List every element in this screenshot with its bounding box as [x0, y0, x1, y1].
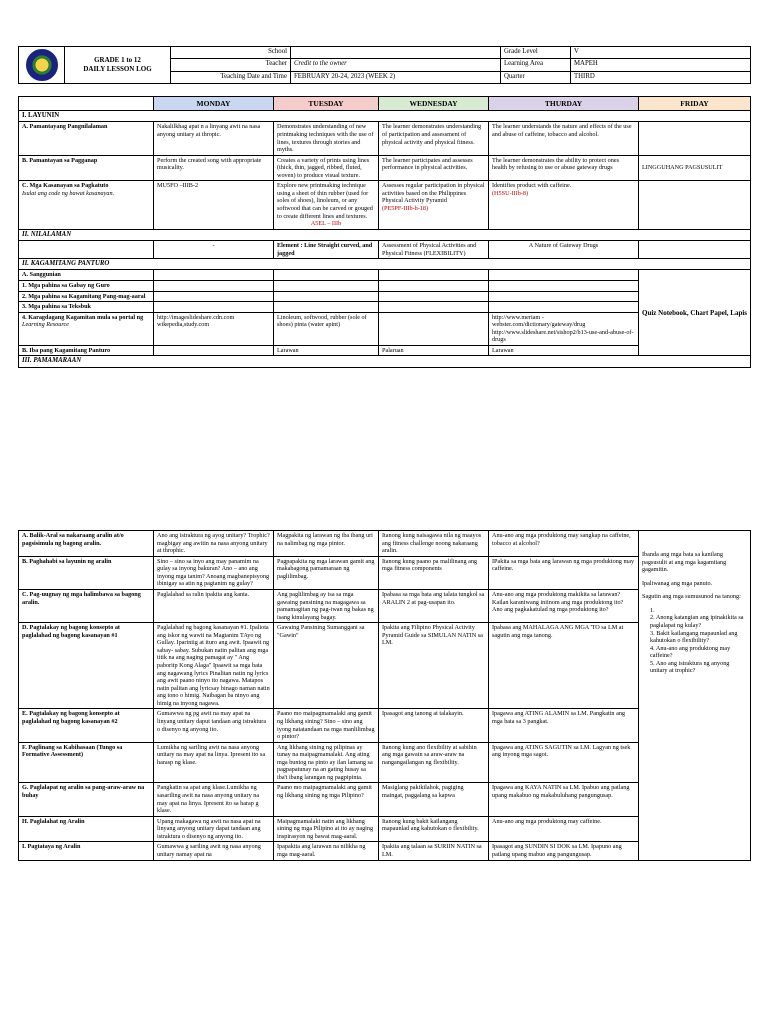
procedure-cell-thu: Ipagawa ang ATING ALAMIN sa LM. Pangkatin ang mga bata sa 3 pangkat. [489, 709, 639, 742]
title-line-2: DAILY LESSON LOG [83, 65, 152, 73]
procedure-cell-mon: Gumawwa g sariling awit ng nasa anyong unitary namay apat na [154, 842, 274, 860]
area-label: Learning Area [501, 59, 571, 71]
procedure-cell-wed: Itanong kung ano flexibility at sabihin ang mga gawain sa araw-araw na nangangailangan ng flexibility. [379, 742, 489, 783]
procedure-cell-wed: Itanong kung bakit kailangang mapaunlad ang kahutokan o flexibility. [379, 816, 489, 842]
cell-r3-thu [489, 302, 639, 313]
day-tuesday: TUESDAY [274, 97, 379, 111]
procedure-cell-tue: Magpakita ng larawan ng iba ibang uri na nalimbag ng mga pintor. [274, 531, 379, 557]
cell-r2-tue [274, 291, 379, 302]
cell-r3-wed [379, 302, 489, 313]
procedure-row-label: E. Pagtalakay ng bagong konsepto at paglalahad ng bagong kasanayan #2 [19, 709, 154, 742]
lesson-log-page-2 [18, 530, 750, 861]
procedure-row-label: H. Paglalahat ng Aralin [19, 816, 154, 842]
grade-value: V [571, 47, 751, 59]
row-label-b: B. Pamantayan sa Pagganap [19, 155, 154, 181]
cell-r4-thu: http://www.meriam -webster.com/dictionary/gateway/drug http://www.slideshare.net/sishop2/b13-use-and-abuse-of-drugs [489, 312, 639, 345]
cell-r1-thu [489, 280, 639, 291]
row-label-sanggunian: A. Sanggunian [19, 270, 154, 281]
cell-nil-wed: Assessment of Physical Activities and Physical Fitness (FLEXIBILITY) [379, 241, 489, 259]
procedure-row-label: A. Balik-Aral sa nakaraang aralin at/o pagsisimula ng bagong aralin. [19, 531, 154, 557]
friday-instruction: Sagutin ang mga sumusunod na tanong: [642, 593, 741, 601]
section-layunin: I. LAYUNIN [19, 111, 751, 122]
seal-icon [26, 49, 58, 81]
procedure-row-label: B. Paghahabi sa layunin ng aralin [19, 556, 154, 589]
section-pamamaraan: III. PAMAMARAAN [19, 356, 751, 367]
cell-c-wed [379, 181, 489, 229]
row-label-a: A. Pamantayang Pangnilalaman [19, 122, 154, 155]
cell-sg-tue [274, 270, 379, 281]
procedure-cell-mon: Paglalahad ng bagong kasanayan #1. Ipaliota ang iskor ng wawit na Magtanim TAyo ng Gullay. Ipariniig at ituro ang awit. Ipaawit ng sabay- sabay. Subukan natin palitan ang mga titik na ang naging pamagat ay " Ang paboritp Kong Alaga" Ipaawit sa mga bata ang nagawang lyrics Pinalitan natin ng lyrics ang awit paano ninyo ito nagawa. Matapos natin palitan ang lyricsay binago naman natin ang tono o himig. Naibagan ba ninyo ang himig na inyong nagawa. [154, 623, 274, 709]
teacher-label: Teacher [171, 59, 291, 71]
procedure-cell-wed: Masiglang pakikilahok, pagiging maingat, paggalang sa kapwa [379, 783, 489, 816]
cell-sg-mon [154, 270, 274, 281]
cell-r2-mon [154, 291, 274, 302]
cell-b-wed: The learner participates and assesses performance in physical activities. [379, 155, 489, 181]
cell-c-tue-code: A5EL – IIIb [310, 220, 342, 228]
quarter-label: Quarter [501, 71, 571, 83]
cell-iba-thu: Larawan [489, 345, 639, 356]
cell-b-fri: LINGGUHANG PAGSUSULIT [639, 155, 751, 181]
procedure-cell-mon: Pangkatin sa apat ang klase.Lumikha ng sasariling awit na nasa anyong unitary na may apat na linya. Ipresent ito sa harap g klase. [154, 783, 274, 816]
procedure-cell-tue: Ipapakita ang larawan na nilikha ng mga mag-aaral. [274, 842, 379, 860]
cell-c-thu [489, 181, 639, 229]
procedure-cell-thu: Anu-ano ang mga produktong may sangkap na caffeine, tobacco at alcohol? [489, 531, 639, 557]
procedure-cell-thu: IPakita sa mga bata ang larawan ng mga produktong may caffeine. [489, 556, 639, 589]
cell-a-mon: Nakalilkhag apat n a linyang awit na nasa anyong unitary at thropic. [154, 122, 274, 155]
corner-cell [19, 97, 154, 111]
procedure-row-label: F. Paglinang sa Kabihasaan (Tungo sa Formative Assessment) [19, 742, 154, 783]
cell-c-thu-code: (H5SU-IIIb-8) [492, 189, 529, 197]
procedure-row-label: G. Paglalapat ng aralin sa pang-araw-araw na buhay [19, 783, 154, 816]
cell-r1-wed [379, 280, 489, 291]
procedure-cell-wed: Itanong kung naisagawa nila ng maayos ang fitness challenge noong nakaraang aralin. [379, 531, 489, 557]
procedure-cell-wed: Ipabasa sa mga bata ang talata tungkol sa ARALIN 2 at pag-usapan ito. [379, 589, 489, 622]
cell-a-tue: Demonstrates understanding of new printmaking techniques with the use of lines, textures through stories and myths. [274, 122, 379, 155]
procedure-cell-tue: Ang likhang sining ng pilipinas ay tunay na maipagmamalaki. Ang ating mga buntog na pinto ay ilan lamang sa pagpapatunay na an gating husay sa iba't ibang larangan ng pagpipinta. [274, 742, 379, 783]
cell-a-fri [639, 122, 751, 155]
cell-r4-wed [379, 312, 489, 345]
procedure-row-label: I. Pagtataya ng Aralin [19, 842, 154, 860]
procedure-row-label: C. Pag-uugnay ng mga halimbawa sa bagong aralin. [19, 589, 154, 622]
cell-sg-wed [379, 270, 489, 281]
cell-c-wed-text: Assesses regular participation in physical activities based on the Philippines Physical Activity Pyramid [382, 182, 485, 205]
procedure-cell-wed: Ipasagot ang tanong at talakayin. [379, 709, 489, 742]
cell-sg-thu [489, 270, 639, 281]
friday-question: 4. Anu-ano ang produktong may caffeine? [650, 644, 731, 660]
friday-question: 1. [650, 606, 655, 614]
procedure-cell-wed: Ipakita ang talaan sa SURIIN NATIN sa LM. [379, 842, 489, 860]
row-label-r4-text: 4. Karagdagang Kagamitan mula sa portal ng [22, 313, 144, 321]
row-label-c-note: Isulat ang code ng bawat kasanayan. [22, 189, 115, 197]
header-table [18, 46, 751, 84]
title-line-1: GRADE 1 to 12 [94, 56, 141, 65]
cell-r4-tue: Linoleum, softwood, rubber (sole of shoes) pinta (water apint) [274, 312, 379, 345]
quarter-value: THIRD [571, 71, 751, 83]
procedure-cell-tue: Paano mo maipagmamalaki ang gamit ng likhang sining? Sino – sino ang iyong natatandaan na mga manlilimbag o pintor? [274, 709, 379, 742]
procedure-cell-thu: Ipagawa ang ATING SAGUTIN sa LM. Lagyan ng tsek ang inyong mga sagot. [489, 742, 639, 783]
cell-nil-tue: Element : Line Straight curved, and jagged [274, 241, 379, 259]
procedure-cell-thu: Ipabasa ang MAHALAGA ANG MGA 'TO sa LM at sagutin ang mga tanong. [489, 623, 639, 709]
procedure-row [19, 531, 751, 557]
procedure-cell-thu: Ipagawa ang KAYA NATIN sa LM. Ipabuo ang patlang upang makabuo ng makabuluhang pangungusap. [489, 783, 639, 816]
cell-nil-thu: A Nature of Gateway Drugs [489, 241, 639, 259]
row-label-r2: 2. Mga pahina sa Kagamitang Pang-mag-aaral [19, 291, 154, 302]
row-label-c-text: C. Mga Kasanayan sa Pagkatuto [22, 182, 109, 190]
row-label-c [19, 181, 154, 229]
procedure-cell-wed: Itanong kung paano pa malilinang ang mga fitness components [379, 556, 489, 589]
row-label-r3: 3. Mga pahina sa Teksbuk [19, 302, 154, 313]
procedure-cell-mon: Sino – sino sa inyo ang may panamim na gulay sa inyong bakuran? Ano – ano ang inyong mga tanim? Anoang magbanepisyong ibinigay sa atin ng pagtanim ng gulay? [154, 556, 274, 589]
school-label: School [171, 47, 291, 59]
row-label-iba: B. Iba pang Kagamitang Panturo [19, 345, 154, 356]
cell-iba-wed: Palaruan [379, 345, 489, 356]
deped-seal [19, 47, 65, 84]
day-monday: MONDAY [154, 97, 274, 111]
lesson-log-page-1 [18, 46, 750, 368]
day-wednesday: WEDNESDAY [379, 97, 489, 111]
cell-iba-tue: Larawan [274, 345, 379, 356]
cell-nil-mon: - [154, 241, 274, 259]
friday-test-cell [639, 531, 751, 861]
cell-b-mon: Perform the created song with appropriate musicality. [154, 155, 274, 181]
friday-question: 3. Bakit kailangang mapaunlad ang kahutokan o flexibility? [650, 629, 738, 645]
cell-c-wed-code: (PE5PF-IIIb-h-18) [382, 205, 429, 213]
procedure-cell-mon: Ano ang istraktura ng ayog unitary? Trophic? magbigay ang awitin na nasa anyong unitary at throphic. [154, 531, 274, 557]
procedure-cell-tue: Paano mo maipagmamalaki ang gamit ng likhang sining ng mga Pilipino? [274, 783, 379, 816]
cell-b-thu: The learner demonstrates the ability to protect ones health by refusing to use or abuse gateway drugs [489, 155, 639, 181]
cell-iba-mon [154, 345, 274, 356]
date-label: Teaching Date and Time [171, 71, 291, 83]
section-nilalaman: II. NILALAMAN [19, 229, 751, 240]
cell-r1-tue [274, 280, 379, 291]
cell-r3-mon [154, 302, 274, 313]
procedure-cell-mon: Paglalahad sa ralin ipakita ang kanta. [154, 589, 274, 622]
teacher-value: Credit to the owner [291, 59, 501, 71]
section-kagamitan: II. KAGAMITANG PANTURO [19, 259, 751, 270]
day-friday: FRIDAY [639, 97, 751, 111]
procedure-cell-thu: Ipasagot ang SUNDIN SI DOK sa LM. Ipapuno ang patlang upang mabuo ang pangungusap. [489, 842, 639, 860]
friday-question: 5. Ano ang istraktura ng anyong unitary at trophic? [650, 659, 730, 675]
cell-c-tue-text: Explore new printmaking technique using a sheet of thin rubber (used for soles of shoes), linoleum, or any softwood that can be carved or gouged to create different lines and textures. [277, 182, 373, 220]
procedure-cell-tue: Pagpapakita ng mga larawan gamit ang makabagong pamamaraan ng paglilimbag. [274, 556, 379, 589]
cell-b-tue: Creates a variety of prints using lines (thick, thin, jagged, ribbed, fluted, woven) to produce visual texture. [274, 155, 379, 181]
school-value [291, 47, 501, 59]
page-title [65, 47, 171, 84]
cell-r2-thu [489, 291, 639, 302]
friday-question: 2. Anong katangian ang ipinakikita sa paglalapat ng kulay? [650, 614, 744, 629]
row-label-r4 [19, 312, 154, 345]
friday-instruction: Ipaliwanag ang mga panuto. [642, 579, 713, 587]
cell-r1-mon [154, 280, 274, 291]
lesson-table-page-2 [18, 530, 751, 861]
cell-r3-tue [274, 302, 379, 313]
row-label-r4-italic: Learning Resource [22, 321, 70, 329]
cell-c-fri [639, 181, 751, 229]
cell-r4-mon: http://imageslideshare.cdn.com wikepedia,study.com [154, 312, 274, 345]
cell-friday-materials: Quiz Notebook, Chart Papel, Lapis [639, 270, 751, 356]
procedure-cell-thu: Anu-ano ang mga produktong may caffeine. [489, 816, 639, 842]
cell-nil-label [19, 241, 154, 259]
procedure-cell-mon: Upang makagawa ng awit na nasa apat na linyang anyong unitary dapat tandaan ang istraktura o disenyo ng anyong ito. [154, 816, 274, 842]
procedure-cell-tue: Gawaing Pansining Sumanggani sa "Gawin" [274, 623, 379, 709]
procedure-cell-wed: Ipakita ang Filipino Physical Activity Pyramid Guide sa SIMULAN NATIN sa LM. [379, 623, 489, 709]
lesson-table-page-1 [18, 96, 751, 368]
cell-c-mon: MU5FO –IIIB-2 [154, 181, 274, 229]
date-value: FEBRUARY 20-24, 2023 (WEEK 2) [291, 71, 501, 83]
row-label-r1: 1. Mga pahina sa Gabay ng Guro [19, 280, 154, 291]
cell-a-thu: The learner understands the nature and effects of the use and abuse of caffeine, tobacco and alcohol. [489, 122, 639, 155]
cell-c-thu-text: Identifies product with caffeine. [492, 182, 572, 190]
friday-instruction: Ibanda ang mga bata sa kanilang pagsusulit at ang mga kagamitang gagamitin. [642, 551, 727, 574]
friday-question-list [642, 607, 747, 675]
procedure-cell-mon: Lumikha ng sariling awit na nasa anyong unitary na may apat na linya. Ipresent ito sa harasp ng klase. [154, 742, 274, 783]
cell-c-tue [274, 181, 379, 229]
procedure-cell-thu: Anu-ano ang mga produktong makikita sa larawan? Kailan karaniwang iniinom ang mga produktong ito? Ano ang pagkakatulad ng mga produktong ito? [489, 589, 639, 622]
grade-label: Grade Level [501, 47, 571, 59]
area-value: MAPEH [571, 59, 751, 71]
procedure-cell-tue: Maipagmamalaki natin ang likhang sining ng mga Pilipino at ito ay naging inspirasyon ng bawat mag-aaral. [274, 816, 379, 842]
procedure-row-label: D. Pagtalakay ng bagong konsepto at paglalahad ng bagong kasanayan #1 [19, 623, 154, 709]
cell-r2-wed [379, 291, 489, 302]
cell-nil-fri [639, 241, 751, 259]
procedure-cell-mon: Gumawwa ng pg awit na may apat na linyang unitary daput tandaan ang istraktura o disenyo ng anyong ito. [154, 709, 274, 742]
procedure-cell-tue: Ang paglilimbag ay isa sa mga gawaing pansining na magagawa sa pamamagitan ng pag-iwan ng bakas ng isang kinulayang bagay. [274, 589, 379, 622]
day-thursday: THURDAY [489, 97, 639, 111]
cell-a-wed: The learner demonstrates understanding of participation and assessment of physical activity and physical fitness. [379, 122, 489, 155]
